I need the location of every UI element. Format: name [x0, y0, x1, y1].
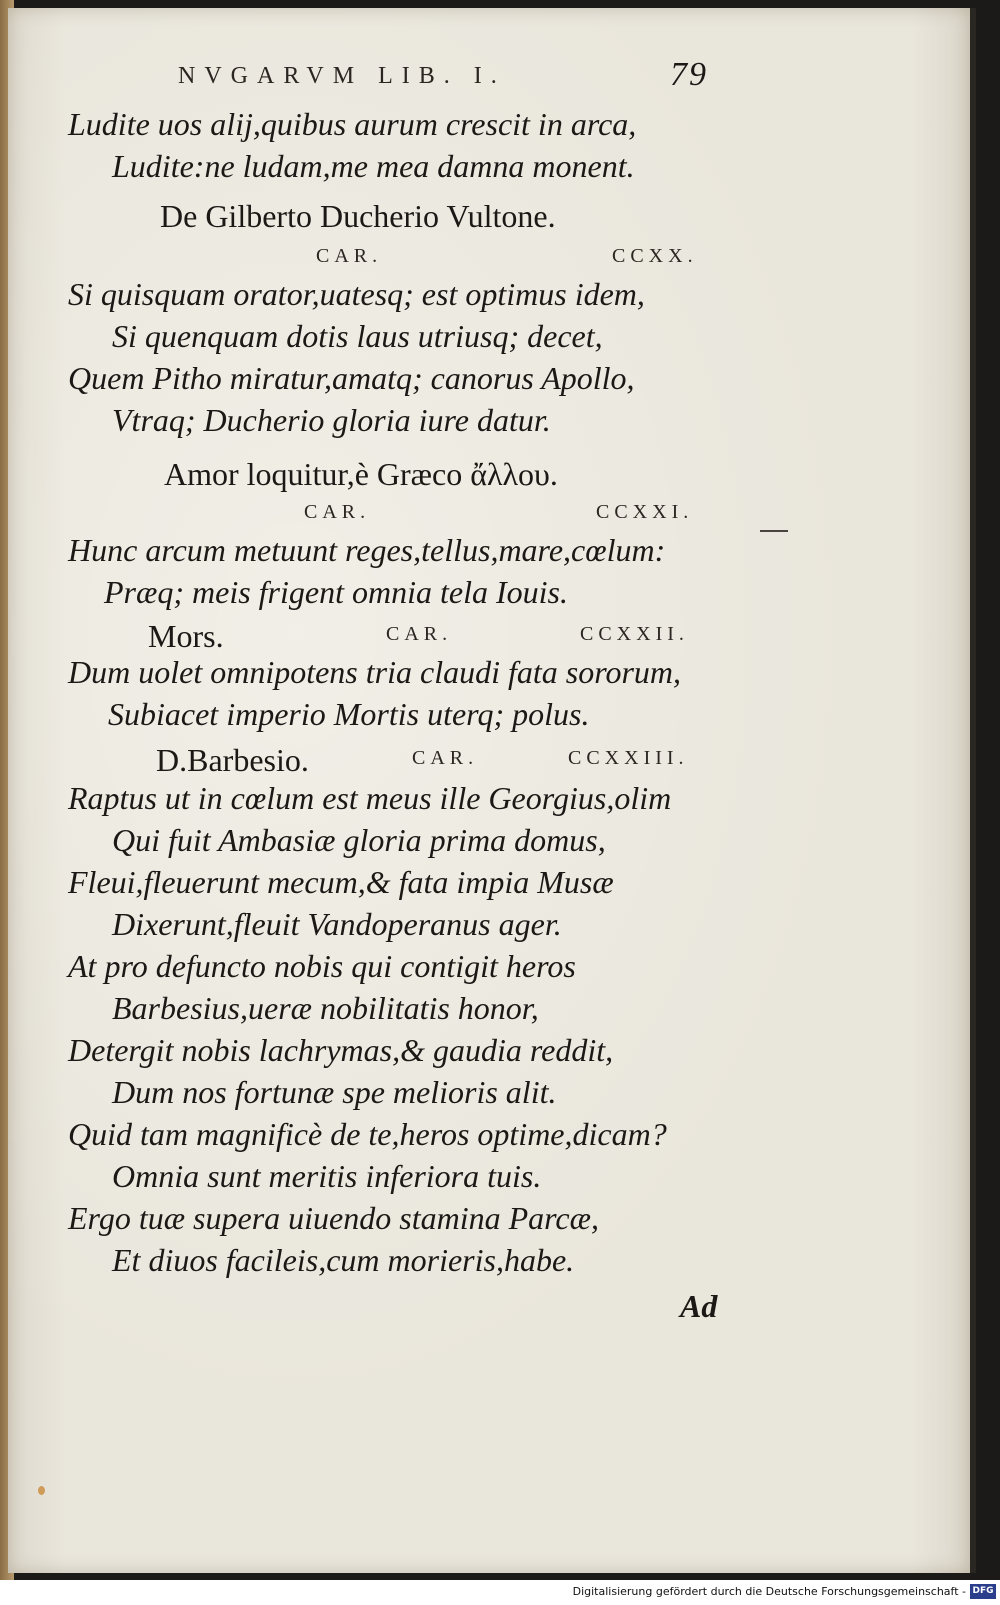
poem-car-label: CAR.: [304, 501, 371, 523]
verse-line: Quem Pitho miratur,amatq; canorus Apollo,: [68, 360, 635, 396]
footer-bar: [0, 1580, 1000, 1605]
poem-car-label: CAR.: [412, 747, 479, 769]
verse-line: Dum nos fortunæ spe melioris alit.: [112, 1074, 557, 1110]
poem-title: De Gilberto Ducherio Vultone.: [160, 198, 556, 234]
margin-dash: [760, 530, 788, 532]
verse-line: Quid tam magnificè de te,heros optime,dicam?: [68, 1116, 667, 1152]
verse-line: Ludite:ne ludam,me mea damna monent.: [112, 148, 635, 184]
verse-line: Subiacet imperio Mortis uterq; polus.: [108, 696, 590, 732]
poem-title: Amor loquitur,è Græco ἄλλου.: [164, 456, 558, 492]
verse-line: Qui fuit Ambasiæ gloria prima domus,: [112, 822, 606, 858]
poem-number: CCXXI.: [596, 501, 694, 523]
verse-line: Præq; meis frigent omnia tela Iouis.: [104, 574, 568, 610]
verse-line: Dixerunt,fleuit Vandoperanus ager.: [112, 906, 562, 942]
verse-line: Si quisquam orator,uatesq; est optimus idem,: [68, 276, 645, 312]
funding-credit: Digitalisierung gefördert durch die Deutsche Forschungsgemeinschaft -: [572, 1585, 966, 1598]
page-number: 79: [670, 56, 708, 93]
verse-line: Ludite uos alij,quibus aurum crescit in arca,: [68, 106, 637, 142]
book-page: [8, 8, 976, 1573]
verse-line: Hunc arcum metuunt reges,tellus,mare,cœlum:: [68, 532, 666, 568]
verse-line: Fleui,fleuerunt mecum,& fata impia Musæ: [68, 864, 614, 900]
poem-number: CCXX.: [612, 245, 698, 267]
running-title: NVGARVM LIB. I.: [178, 63, 506, 89]
verse-line: Detergit nobis lachrymas,& gaudia reddit,: [68, 1032, 614, 1068]
poem-number: CCXXIII.: [568, 747, 689, 769]
verse-line: Vtraq; Ducherio gloria iure datur.: [112, 402, 551, 438]
verse-line: Si quenquam dotis laus utriusq; decet,: [112, 318, 603, 354]
poem-number: CCXXII.: [580, 623, 689, 645]
poem-car-label: CAR.: [316, 245, 383, 267]
verse-line: Barbesius,ueræ nobilitatis honor,: [112, 990, 539, 1026]
verse-line: At pro defuncto nobis qui contigit heros: [68, 948, 576, 984]
verse-line: Dum uolet omnipotens tria claudi fata sororum,: [68, 654, 682, 690]
poem-title: Mors.: [148, 618, 224, 654]
poem-car-label: CAR.: [386, 623, 453, 645]
paper-stain: [38, 1486, 45, 1495]
catchword: Ad: [680, 1288, 718, 1324]
verse-line: Omnia sunt meritis inferiora tuis.: [112, 1158, 542, 1194]
dfg-logo[interactable]: DFG: [970, 1584, 996, 1599]
verse-line: Ergo tuæ supera uiuendo stamina Parcæ,: [68, 1200, 599, 1236]
poem-title: D.Barbesio.: [156, 742, 309, 778]
verse-line: Raptus ut in cœlum est meus ille Georgius,olim: [68, 780, 672, 816]
verse-line: Et diuos facileis,cum morieris,habe.: [112, 1242, 575, 1278]
